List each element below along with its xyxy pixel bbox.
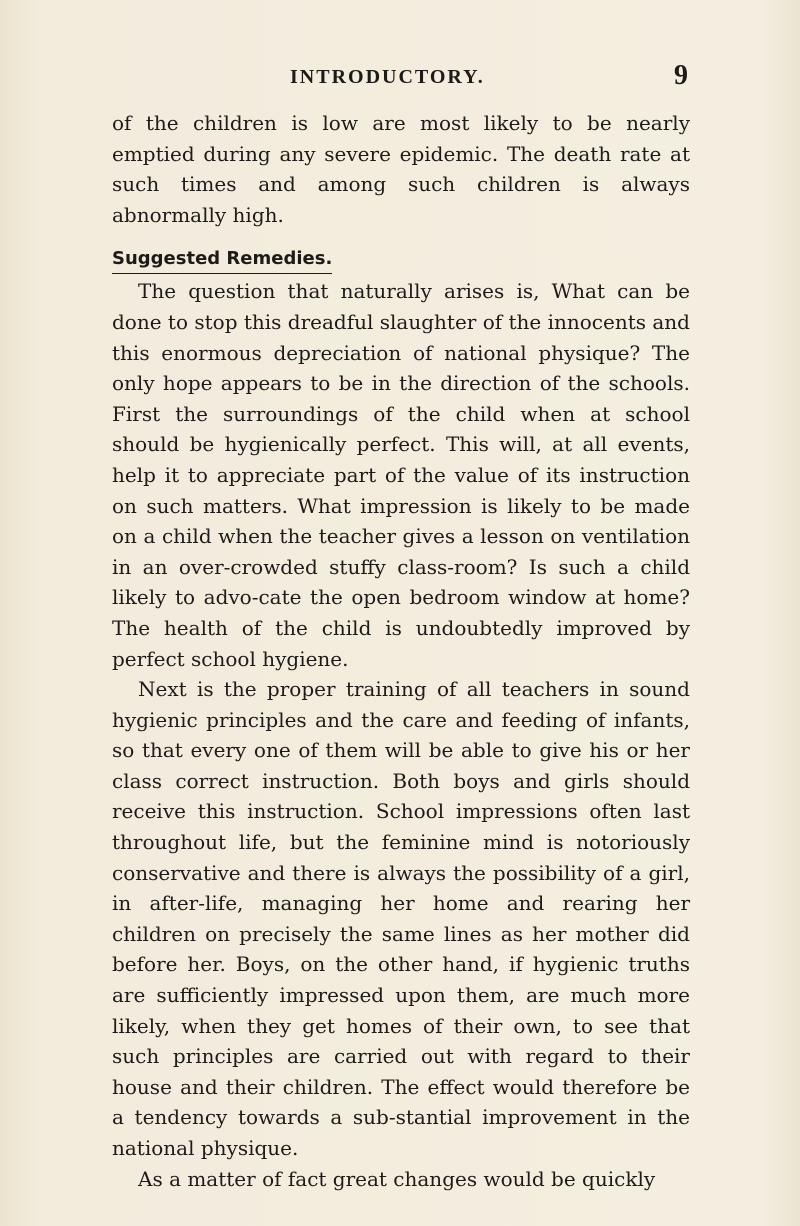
section-heading: Suggested Remedies. bbox=[112, 247, 332, 274]
paragraph-4: As a matter of fact great changes would be quickly bbox=[138, 1166, 656, 1191]
page-content bbox=[112, 108, 690, 1194]
page-header bbox=[0, 60, 800, 96]
running-head: INTRODUCTORY. bbox=[290, 66, 485, 88]
paragraph-2: The question that naturally arises is, What can be done to stop this dreadful slaughter of the innocents and this enormous depreciation of national physique? The only hope appears to be in the direction of the schools. First the surroundings of the child when at school should be hygienically perfect. This will, at all events, help it to appreciate part of the value of its instruction on such matters. What impression is likely to be made on a child when the teacher gives a lesson on ventilation in an over-crowded stuffy class-room? Is such a child likely to advo-cate the open bedroom window at home? The health of the child is undoubtedly improved by perfect school hygiene. bbox=[112, 279, 690, 671]
paragraph-3: Next is the proper training of all teachers in sound hygienic principles and the care and feeding of infants, so that every one of them will be able to give his or her class correct instruction. Both boys and girls should receive this instruction. School impressions often last throughout life, but the feminine mind is notoriously conservative and there is always the possibility of a girl, in after-life, managing her home and rearing her children on precisely the same lines as her mother did before her. Boys, on the other hand, if hygienic truths are sufficiently impressed upon them, are much more likely, when they get homes of their own, to see that such principles are carried out with regard to their house and their children. The effect would therefore be a tendency towards a sub-stantial improvement in the national physique. bbox=[112, 677, 690, 1160]
page-number: 9 bbox=[674, 60, 688, 91]
paragraph-1: of the children is low are most likely to be nearly emptied during any severe epidemic. The death rate at such times and among such children is always abnormally high. bbox=[112, 111, 690, 227]
